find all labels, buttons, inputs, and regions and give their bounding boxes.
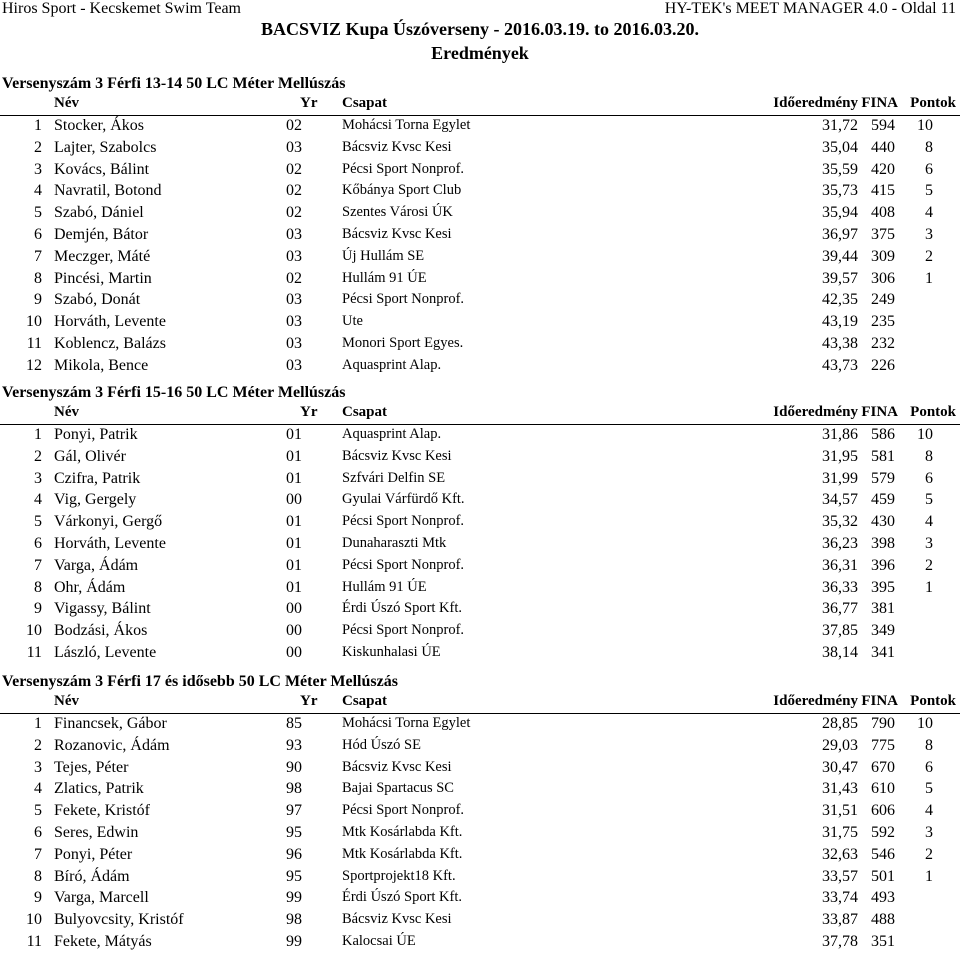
result-fina: 493	[871, 889, 895, 907]
result-place: 3	[34, 160, 42, 178]
result-name: Tejes, Péter	[54, 758, 129, 776]
result-fina: 341	[871, 644, 895, 661]
result-team: Érdi Úszó Sport Kft.	[342, 889, 463, 906]
result-place: 6	[34, 535, 42, 552]
result-points: 4	[925, 513, 933, 531]
result-points: 6	[925, 469, 933, 487]
result-place: 11	[26, 933, 42, 950]
result-yr: 03	[286, 138, 302, 156]
result-fina: 249	[871, 291, 895, 309]
result-yr: 03	[286, 335, 302, 352]
result-row	[0, 535, 960, 557]
result-name: Fekete, Mátyás	[54, 933, 152, 950]
column-header-yr: Yr	[300, 95, 318, 111]
result-place: 4	[34, 491, 42, 509]
result-points: 4	[925, 802, 933, 820]
result-row	[0, 911, 960, 933]
result-yr: 98	[286, 780, 302, 798]
result-name: Szabó, Donát	[54, 291, 141, 309]
result-team: Aquasprint Alap.	[342, 356, 442, 373]
result-row	[0, 313, 960, 335]
result-time: 28,85	[822, 715, 858, 732]
result-fina: 581	[871, 447, 895, 465]
result-yr: 00	[286, 644, 302, 661]
result-fina: 592	[871, 824, 895, 841]
result-time: 30,47	[822, 758, 858, 776]
result-place: 10	[26, 622, 42, 640]
result-row	[0, 139, 960, 161]
result-yr: 02	[286, 182, 302, 200]
result-time: 33,87	[822, 911, 858, 929]
result-yr: 01	[286, 535, 302, 552]
result-name: Ponyi, Patrik	[54, 426, 138, 443]
result-yr: 96	[286, 845, 302, 863]
result-time: 29,03	[822, 736, 858, 754]
result-fina: 430	[871, 513, 895, 531]
result-yr: 02	[286, 160, 302, 178]
result-time: 38,14	[822, 644, 858, 661]
result-name: Szabó, Dániel	[54, 204, 144, 222]
result-team: Bácsviz Kvsc Kesi	[342, 138, 452, 155]
result-place: 5	[34, 204, 42, 222]
result-name: Rozanovic, Ádám	[54, 736, 170, 754]
column-header-time: Időeredmény	[773, 693, 858, 709]
result-row	[0, 622, 960, 644]
column-header-name: Név	[54, 693, 79, 709]
result-fina: 375	[871, 226, 895, 243]
result-row	[0, 357, 960, 379]
result-time: 33,74	[822, 889, 858, 907]
result-points: 5	[925, 780, 933, 798]
result-row	[0, 448, 960, 470]
result-points: 1	[925, 578, 933, 596]
result-row	[0, 737, 960, 759]
result-yr: 01	[286, 556, 302, 574]
result-place: 1	[34, 426, 42, 443]
result-fina: 440	[871, 138, 895, 156]
result-place: 2	[34, 138, 42, 156]
result-place: 4	[34, 780, 42, 798]
result-fina: 415	[871, 182, 895, 200]
result-name: Kovács, Bálint	[54, 160, 150, 178]
result-place: 9	[34, 600, 42, 618]
result-time: 39,44	[822, 247, 858, 265]
result-time: 34,57	[822, 491, 858, 509]
result-team: Pécsi Sport Nonprof.	[342, 556, 465, 573]
result-name: Vig, Gergely	[54, 491, 137, 509]
result-fina: 579	[871, 469, 895, 487]
result-fina: 594	[871, 117, 895, 134]
result-team: Pécsi Sport Nonprof.	[342, 513, 465, 530]
result-time: 32,63	[822, 845, 858, 863]
result-row	[0, 933, 960, 955]
result-name: Varga, Marcell	[54, 889, 149, 907]
result-team: Bajai Spartacus SC	[342, 780, 454, 797]
result-points: 8	[925, 736, 933, 754]
result-yr: 90	[286, 758, 302, 776]
result-team: Pécsi Sport Nonprof.	[342, 160, 465, 177]
result-yr: 02	[286, 204, 302, 222]
result-fina: 408	[871, 204, 895, 222]
result-points: 3	[925, 535, 933, 552]
result-name: Seres, Edwin	[54, 824, 139, 841]
software-page-label: HY-TEK's MEET MANAGER 4.0 - Oldal 11	[664, 0, 956, 17]
result-row	[0, 889, 960, 911]
result-fina: 396	[871, 556, 895, 574]
result-name: Bíró, Ádám	[54, 867, 130, 885]
result-time: 31,95	[822, 447, 858, 465]
result-row	[0, 335, 960, 357]
result-time: 42,35	[822, 291, 858, 309]
result-fina: 306	[871, 269, 895, 287]
result-fina: 775	[871, 736, 895, 754]
result-yr: 00	[286, 600, 302, 618]
result-fina: 398	[871, 535, 895, 552]
result-name: Czifra, Patrik	[54, 469, 141, 487]
result-yr: 03	[286, 313, 302, 331]
result-place: 11	[26, 644, 42, 661]
result-yr: 01	[286, 578, 302, 596]
result-name: Bulyovcsity, Kristóf	[54, 911, 184, 929]
result-time: 39,57	[822, 269, 858, 287]
result-name: Varga, Ádám	[54, 556, 139, 574]
result-fina: 610	[871, 780, 895, 798]
column-header-time: Időeredmény	[773, 95, 858, 111]
result-row	[0, 513, 960, 535]
result-row	[0, 780, 960, 802]
result-time: 36,23	[822, 535, 858, 552]
result-fina: 488	[871, 911, 895, 929]
club-name: Hiros Sport - Kecskemet Swim Team	[2, 0, 241, 17]
column-header-points: Pontok	[910, 95, 956, 111]
result-name: Várkonyi, Gergő	[54, 513, 163, 531]
column-header-yr: Yr	[300, 693, 318, 709]
result-row	[0, 248, 960, 270]
result-place: 5	[34, 513, 42, 531]
result-yr: 01	[286, 469, 302, 487]
result-team: Pécsi Sport Nonprof.	[342, 291, 465, 308]
result-row	[0, 557, 960, 579]
result-yr: 03	[286, 247, 302, 265]
result-yr: 01	[286, 447, 302, 465]
result-place: 5	[34, 802, 42, 820]
result-time: 31,75	[822, 824, 858, 841]
result-place: 3	[34, 469, 42, 487]
result-name: László, Levente	[54, 644, 157, 661]
result-yr: 99	[286, 933, 302, 950]
column-header-row	[0, 693, 960, 714]
result-team: Mtk Kosárlabda Kft.	[342, 845, 463, 862]
result-points: 1	[925, 867, 933, 885]
result-team: Pécsi Sport Nonprof.	[342, 802, 465, 819]
result-name: Meczger, Máté	[54, 247, 151, 265]
result-fina: 606	[871, 802, 895, 820]
result-points: 5	[925, 491, 933, 509]
result-team: Hullám 91 ÚE	[342, 578, 427, 595]
result-yr: 00	[286, 491, 302, 509]
result-name: Financsek, Gábor	[54, 715, 167, 732]
result-points: 6	[925, 758, 933, 776]
column-header-team: Csapat	[342, 693, 388, 709]
result-yr: 03	[286, 226, 302, 243]
column-header-time: Időeredmény	[773, 404, 858, 420]
result-place: 1	[34, 117, 42, 134]
event-title: Versenyszám 3 Férfi 17 és idősebb 50 LC Méter Mellúszás	[2, 673, 398, 690]
result-team: Pécsi Sport Nonprof.	[342, 622, 465, 639]
result-place: 10	[26, 911, 42, 929]
result-place: 9	[34, 889, 42, 907]
result-yr: 99	[286, 889, 302, 907]
result-time: 31,99	[822, 469, 858, 487]
column-header-team: Csapat	[342, 404, 388, 420]
result-place: 11	[26, 335, 42, 352]
result-name: Lajter, Szabolcs	[54, 138, 157, 156]
result-name: Ponyi, Péter	[54, 845, 133, 863]
result-time: 31,43	[822, 780, 858, 798]
result-row	[0, 759, 960, 781]
column-header-yr: Yr	[300, 404, 318, 420]
event-title: Versenyszám 3 Férfi 15-16 50 LC Méter Mellúszás	[2, 384, 346, 401]
column-header-team: Csapat	[342, 95, 388, 111]
result-time: 43,73	[822, 356, 858, 374]
result-time: 37,85	[822, 622, 858, 640]
result-yr: 03	[286, 291, 302, 309]
result-fina: 309	[871, 247, 895, 265]
result-fina: 790	[871, 715, 895, 732]
result-yr: 98	[286, 911, 302, 929]
result-place: 3	[34, 758, 42, 776]
column-header-row	[0, 95, 960, 116]
result-row	[0, 161, 960, 183]
result-team: Bácsviz Kvsc Kesi	[342, 758, 452, 775]
result-team: Aquasprint Alap.	[342, 426, 442, 442]
result-points: 3	[925, 226, 933, 243]
result-fina: 381	[871, 600, 895, 618]
result-time: 31,72	[822, 117, 858, 134]
result-name: Bodzási, Ákos	[54, 622, 148, 640]
result-team: Bácsviz Kvsc Kesi	[342, 911, 452, 928]
result-row	[0, 846, 960, 868]
result-place: 2	[34, 736, 42, 754]
result-team: Bácsviz Kvsc Kesi	[342, 226, 452, 242]
column-header-name: Név	[54, 95, 79, 111]
result-time: 43,19	[822, 313, 858, 331]
result-row	[0, 426, 960, 448]
result-row	[0, 270, 960, 292]
column-header-name: Név	[54, 404, 79, 420]
result-fina: 420	[871, 160, 895, 178]
result-team: Szfvári Delfin SE	[342, 469, 446, 486]
result-points: 1	[925, 269, 933, 287]
results-subtitle: Eredmények	[431, 43, 529, 63]
result-points: 6	[925, 160, 933, 178]
result-yr: 02	[286, 269, 302, 287]
column-header-points: Pontok	[910, 693, 956, 709]
result-time: 31,51	[822, 802, 858, 820]
result-team: Ute	[342, 313, 363, 330]
result-fina: 586	[871, 426, 895, 443]
result-place: 7	[34, 845, 42, 863]
result-place: 9	[34, 291, 42, 309]
result-time: 37,78	[822, 933, 858, 950]
result-place: 7	[34, 247, 42, 265]
result-fina: 395	[871, 578, 895, 596]
result-time: 33,57	[822, 867, 858, 885]
result-team: Kőbánya Sport Club	[342, 182, 462, 199]
result-points: 10	[917, 426, 933, 443]
result-name: Fekete, Kristóf	[54, 802, 150, 820]
result-team: Új Hullám SE	[342, 247, 425, 264]
result-fina: 226	[871, 356, 895, 374]
result-fina: 546	[871, 845, 895, 863]
result-time: 36,31	[822, 556, 858, 574]
result-team: Dunaharaszti Mtk	[342, 535, 447, 551]
result-points: 5	[925, 182, 933, 200]
result-place: 7	[34, 556, 42, 574]
result-row	[0, 182, 960, 204]
result-name: Vigassy, Bálint	[54, 600, 151, 618]
result-time: 35,32	[822, 513, 858, 531]
result-yr: 00	[286, 622, 302, 640]
result-name: Horváth, Levente	[54, 535, 166, 552]
result-row	[0, 868, 960, 890]
result-place: 12	[26, 356, 42, 374]
result-time: 36,33	[822, 578, 858, 596]
result-name: Zlatics, Patrik	[54, 780, 144, 798]
result-team: Bácsviz Kvsc Kesi	[342, 447, 452, 464]
result-team: Gyulai Várfürdő Kft.	[342, 491, 465, 508]
result-fina: 459	[871, 491, 895, 509]
column-header-points: Pontok	[910, 404, 956, 420]
result-row	[0, 715, 960, 737]
result-time: 35,73	[822, 182, 858, 200]
result-yr: 93	[286, 736, 302, 754]
result-team: Mtk Kosárlabda Kft.	[342, 824, 463, 840]
result-name: Horváth, Levente	[54, 313, 166, 331]
result-row	[0, 204, 960, 226]
result-points: 10	[917, 117, 933, 134]
result-yr: 03	[286, 356, 302, 374]
result-fina: 349	[871, 622, 895, 640]
result-row	[0, 117, 960, 139]
result-points: 3	[925, 824, 933, 841]
result-team: Mohácsi Torna Egylet	[342, 715, 471, 731]
result-fina: 351	[871, 933, 895, 950]
result-row	[0, 824, 960, 846]
result-yr: 95	[286, 867, 302, 885]
column-header-row	[0, 404, 960, 425]
result-team: Érdi Úszó Sport Kft.	[342, 600, 463, 617]
result-team: Kiskunhalasi ÚE	[342, 644, 441, 660]
event-title: Versenyszám 3 Férfi 13-14 50 LC Méter Mellúszás	[2, 75, 346, 92]
result-place: 6	[34, 824, 42, 841]
result-row	[0, 470, 960, 492]
result-name: Koblencz, Balázs	[54, 335, 166, 352]
result-team: Mohácsi Torna Egylet	[342, 117, 471, 133]
result-team: Hullám 91 ÚE	[342, 269, 427, 286]
result-row	[0, 491, 960, 513]
result-row	[0, 802, 960, 824]
result-time: 35,04	[822, 138, 858, 156]
result-place: 8	[34, 578, 42, 596]
result-name: Pincési, Martin	[54, 269, 152, 287]
result-yr: 01	[286, 513, 302, 531]
result-time: 35,94	[822, 204, 858, 222]
result-place: 8	[34, 269, 42, 287]
column-header-fina: FINA	[861, 95, 898, 111]
result-place: 2	[34, 447, 42, 465]
result-yr: 85	[286, 715, 302, 732]
result-time: 36,77	[822, 600, 858, 618]
column-header-fina: FINA	[861, 693, 898, 709]
result-team: Sportprojekt18 Kft.	[342, 867, 456, 884]
result-place: 1	[34, 715, 42, 732]
result-row	[0, 579, 960, 601]
result-fina: 501	[871, 867, 895, 885]
result-name: Gál, Olivér	[54, 447, 126, 465]
column-header-fina: FINA	[861, 404, 898, 420]
result-row	[0, 600, 960, 622]
result-name: Demjén, Bátor	[54, 226, 149, 243]
result-time: 36,97	[822, 226, 858, 243]
result-points: 8	[925, 447, 933, 465]
result-team: Szentes Városi ÚK	[342, 204, 453, 221]
result-yr: 02	[286, 117, 302, 134]
result-row	[0, 644, 960, 666]
result-yr: 95	[286, 824, 302, 841]
result-team: Hód Úszó SE	[342, 736, 421, 753]
result-points: 2	[925, 247, 933, 265]
result-row	[0, 291, 960, 313]
result-points: 4	[925, 204, 933, 222]
result-points: 2	[925, 845, 933, 863]
result-yr: 01	[286, 426, 302, 443]
result-points: 8	[925, 138, 933, 156]
result-yr: 97	[286, 802, 302, 820]
result-points: 10	[917, 715, 933, 732]
meet-title: BACSVIZ Kupa Úszóverseny - 2016.03.19. to 2016.03.20.	[260, 19, 699, 39]
result-fina: 670	[871, 758, 895, 776]
result-team: Monori Sport Egyes.	[342, 335, 464, 351]
result-name: Ohr, Ádám	[54, 578, 126, 596]
result-time: 31,86	[822, 426, 858, 443]
result-points: 2	[925, 556, 933, 574]
result-time: 43,38	[822, 335, 858, 352]
result-name: Mikola, Bence	[54, 356, 149, 374]
result-team: Kalocsai ÚE	[342, 933, 416, 949]
result-name: Stocker, Ákos	[54, 117, 145, 134]
result-row	[0, 226, 960, 248]
result-place: 6	[34, 226, 42, 243]
result-place: 10	[26, 313, 42, 331]
result-name: Navratil, Botond	[54, 182, 162, 200]
result-place: 4	[34, 182, 42, 200]
result-place: 8	[34, 867, 42, 885]
result-time: 35,59	[822, 160, 858, 178]
result-fina: 232	[871, 335, 895, 352]
result-fina: 235	[871, 313, 895, 331]
